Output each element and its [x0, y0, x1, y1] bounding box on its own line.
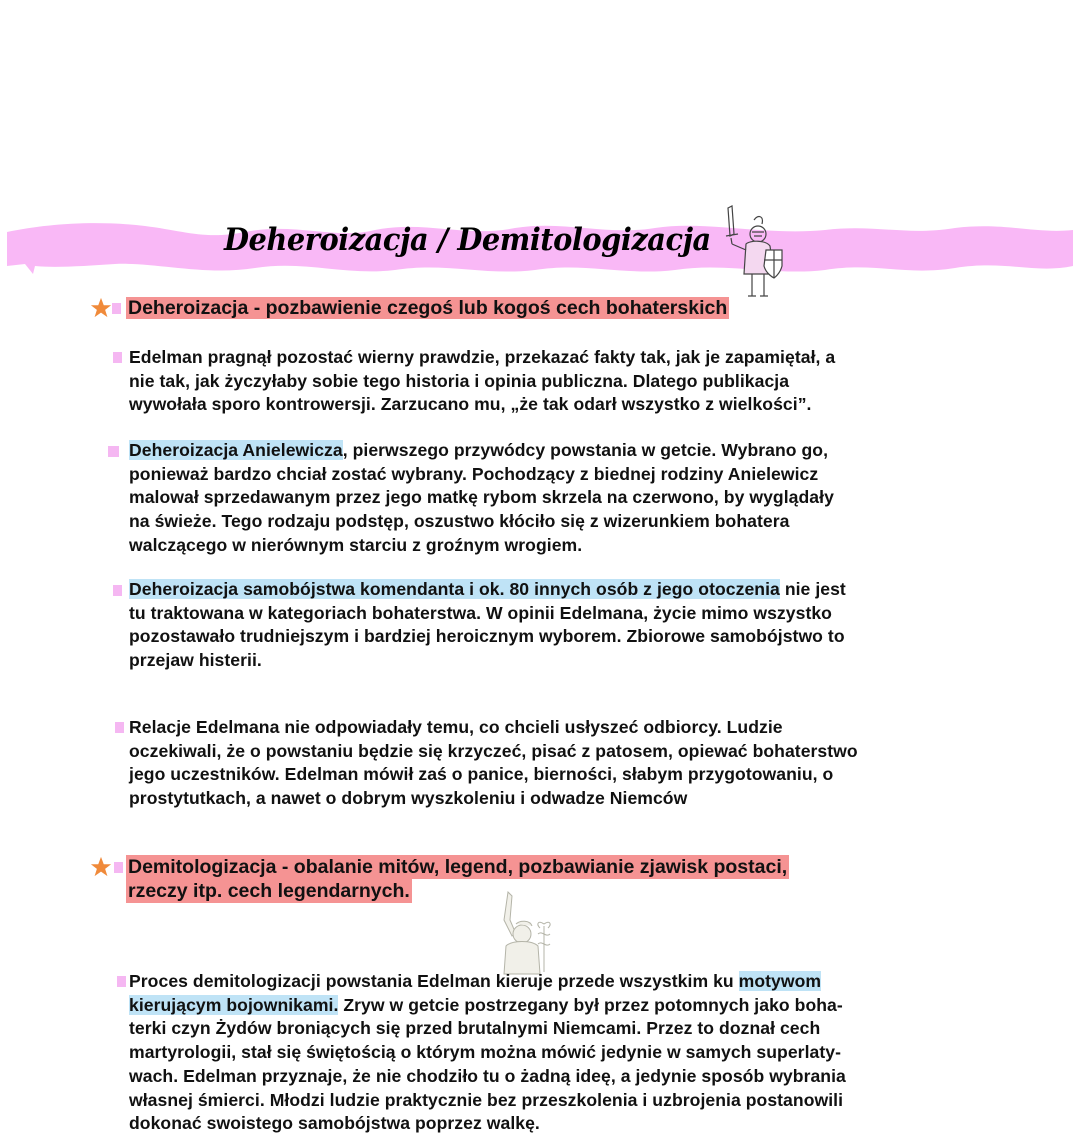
hermes-illustration [486, 890, 566, 975]
bullet-icon [113, 585, 122, 596]
key-phrase: motywom [738, 971, 822, 991]
paragraph: Proces demitologizacji powstania Edelman kieruje przede wszystkim ku motywom kierującym bojownikami. Zryw w getcie postrzegany był przez potomnych jako boha- terki czyn Żydów broniących się przed brutalnymi Niemcami. Przez to doznał cech martyrologii, stał się świętością o którym można mówić jedynie w samych superlaty- wach. Edelman przyznaje, że nie chodziło tu o żadną ideę, a jedynie sposób wybrania własnej śmierci. Młodzi ludzie praktycznie bez przeszkolenia i uzbrojenia postanowili dokonać swoistego samobójstwa poprzez walkę. [129, 971, 846, 1134]
page-title: Deheroizacja / Demitologizacja [224, 222, 711, 258]
bullet-icon [115, 722, 124, 733]
bullet-icon [117, 976, 126, 987]
section-heading: Demitologizacja - obalanie mitów, legend, pozbawianie zjawisk postaci, [128, 856, 788, 878]
bullet-icon [114, 862, 123, 873]
section-heading: rzeczy itp. cech legendarnych. [128, 880, 410, 902]
star-icon [90, 297, 112, 319]
knight-illustration [718, 204, 790, 302]
key-phrase: Deheroizacja Anielewicza [129, 440, 343, 460]
section-heading: Deheroizacja - pozbawienie czegoś lub kogoś cech bohaterskich [128, 297, 728, 319]
bullet-icon [113, 352, 122, 363]
bullet-icon [108, 446, 119, 457]
paragraph: Edelman pragnął pozostać wierny prawdzie, przekazać fakty tak, jak je zapamiętał, a nie tak, jak życzyłaby sobie tego historia i opinia publiczna. Dlatego publikacja wywołała sporo kontrowersji. Zarzucano mu, „że tak odarł wszystko z wielkości”. [129, 347, 836, 415]
star-icon [90, 856, 112, 878]
key-phrase: Deheroizacja samobójstwa komendanta i ok. 80 innych osób z jego otoczenia [129, 579, 780, 599]
bullet-icon [112, 303, 121, 314]
paragraph: Deheroizacja samobójstwa komendanta i ok. 80 innych osób z jego otoczenia nie jest tu traktowana w kategoriach bohaterstwa. W opinii Edelmana, życie mimo wszystko pozostawało trudniejszym i bardziej heroicznym wyborem. Zbiorowe samobójstwo to przejaw histerii. [129, 579, 846, 671]
key-phrase: kierującym bojownikami. [129, 994, 339, 1015]
paragraph: Deheroizacja Anielewicza, pierwszego przywódcy powstania w getcie. Wybrano go, ponieważ bardzo chciał zostać wybrany. Pochodzący z biednej rodziny Anielewicz malował sprzedawanym przez jego matkę rybom skrzela na czerwono, by wyglądały na świeże. Tego rodzaju podstęp, oszustwo kłóciło się z wizerunkiem bohatera walczącego w nierównym starciu z groźnym wrogiem. [129, 440, 834, 555]
paragraph: Relacje Edelmana nie odpowiadały temu, co chcieli usłyszeć odbiorcy. Ludzie oczekiwali, że o powstaniu będzie się krzyczeć, pisać z patosem, opiewać bohaterstwo jego uczestników. Edelman mówił zaś o panice, bierności, słabym przygotowaniu, o prostytutkach, a nawet o dobrym wyszkoleniu i odwadze Niemców [129, 717, 858, 809]
